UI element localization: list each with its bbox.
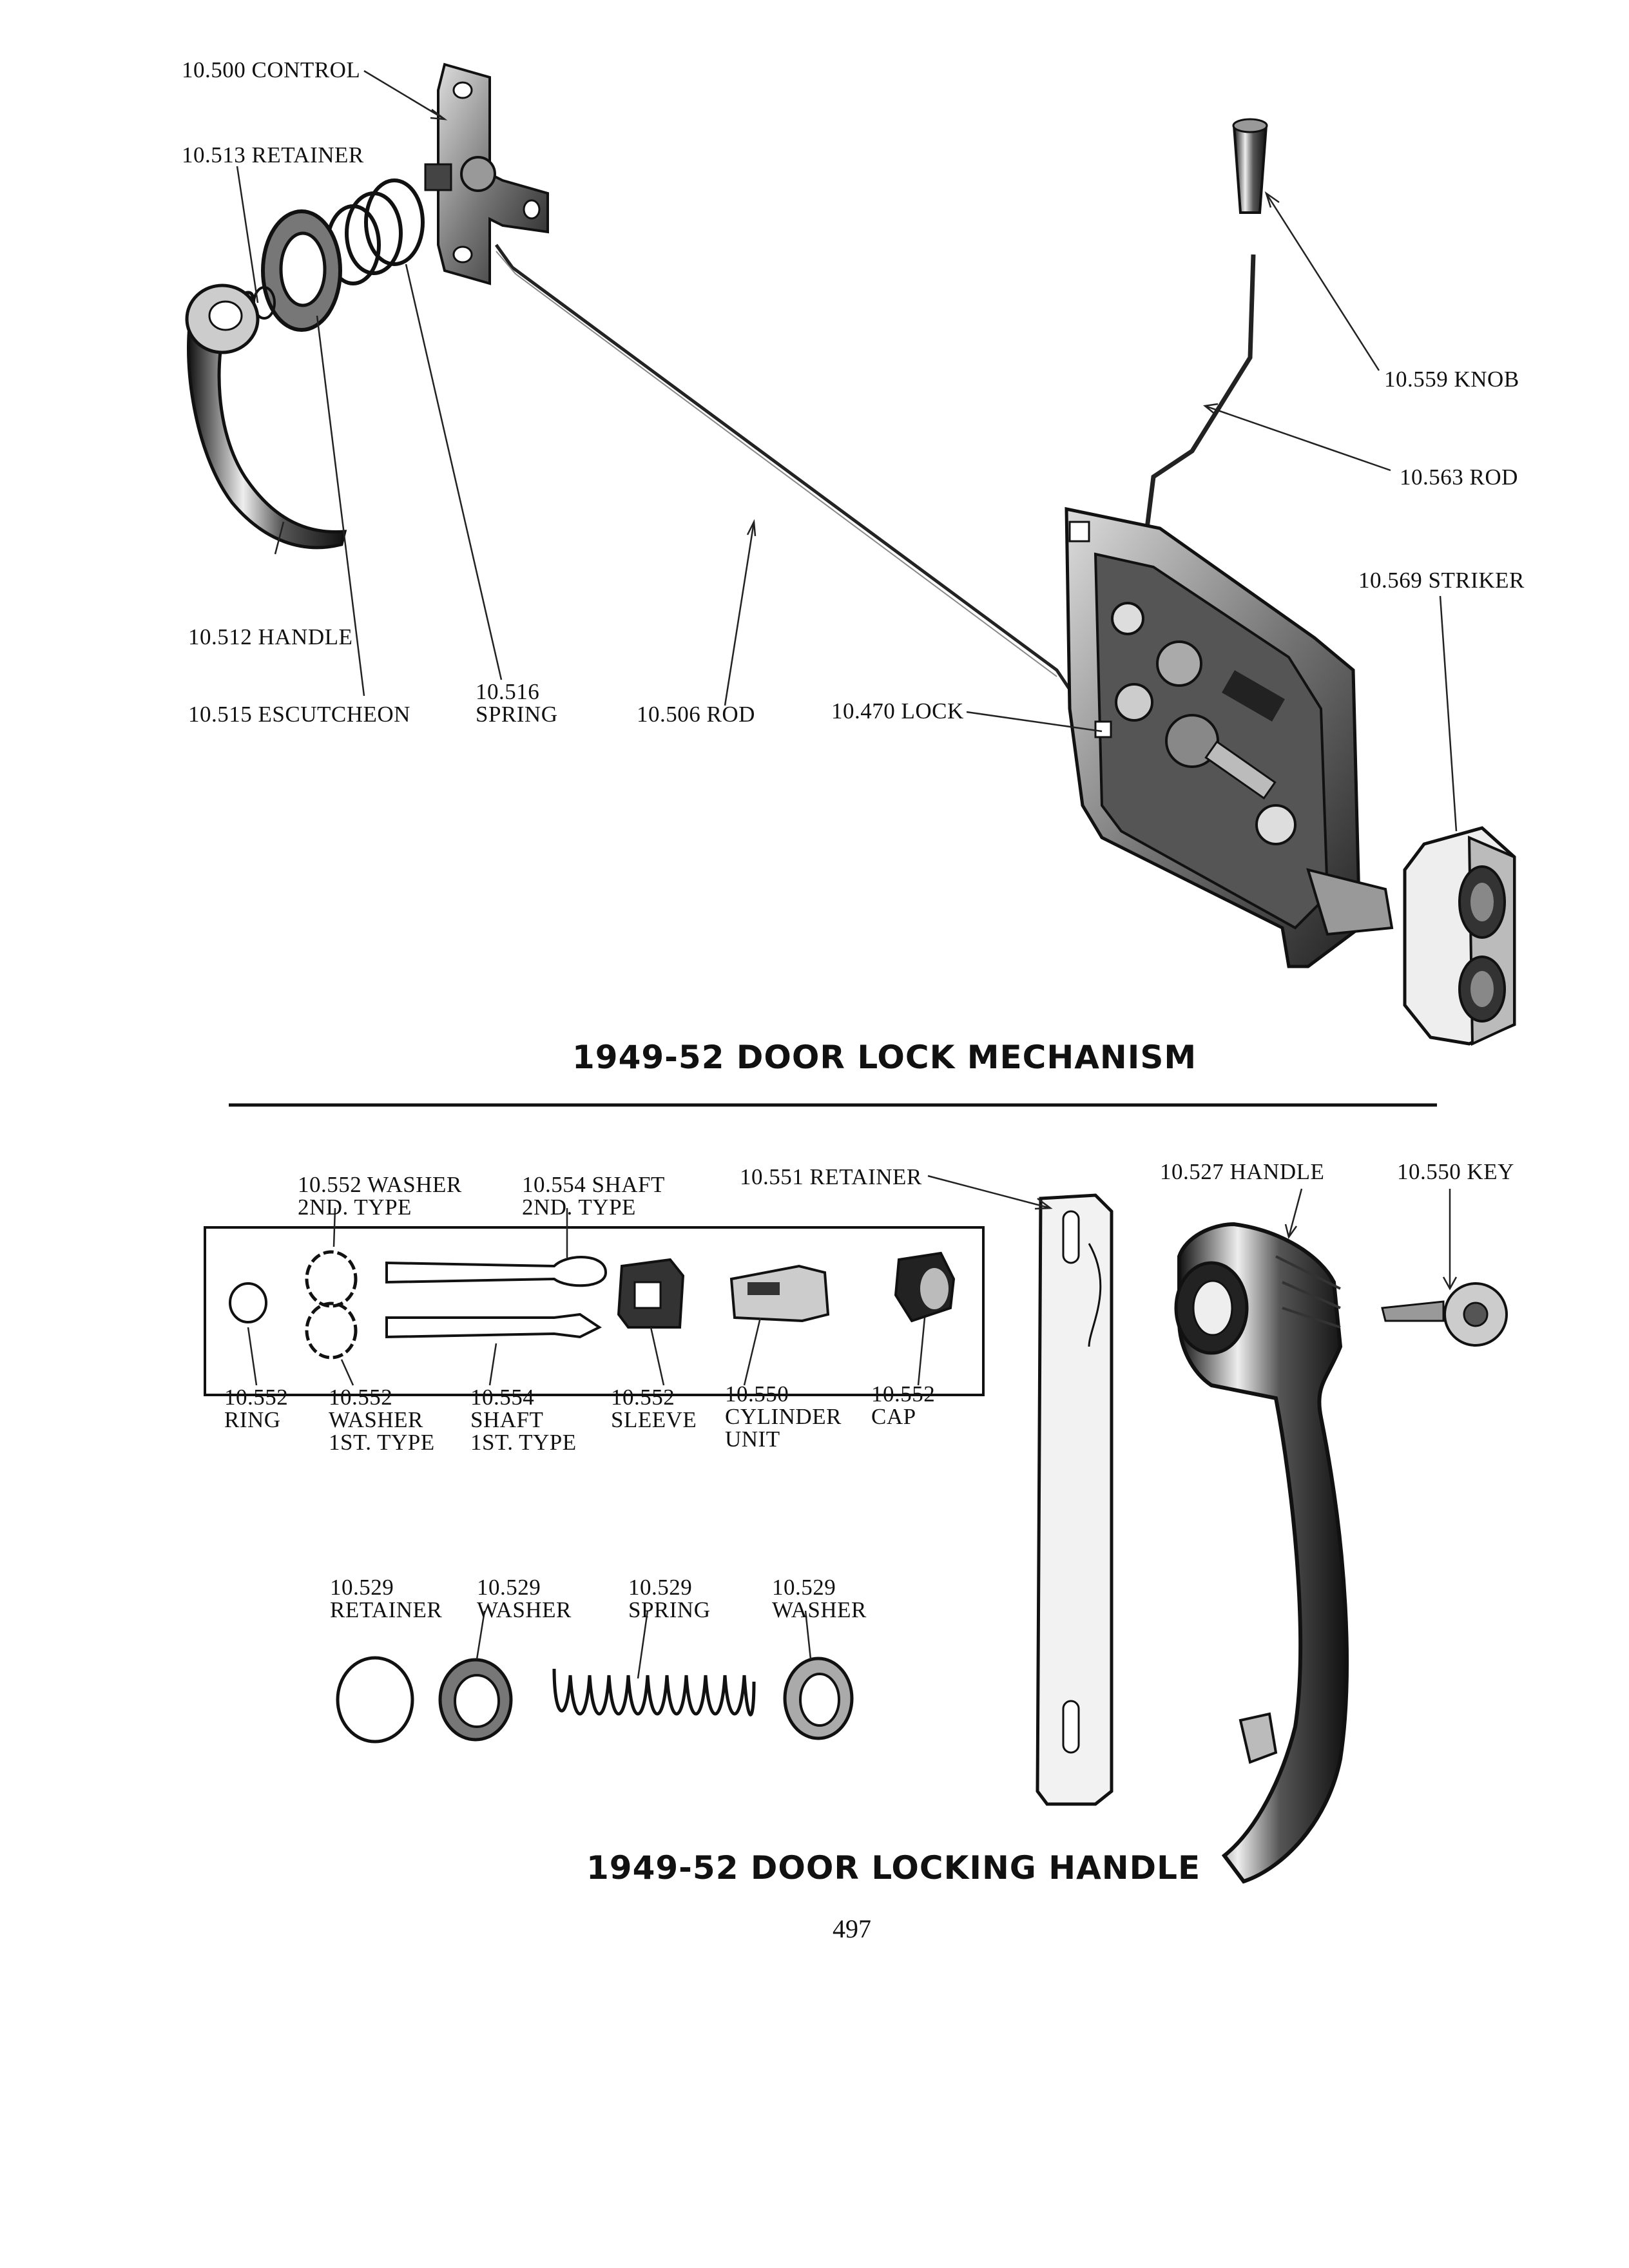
washer-529-part-b [785,1658,852,1738]
label-washer-2nd-type: 2ND. TYPE [298,1195,412,1220]
parts-panel [205,1227,983,1395]
control-part [425,64,548,284]
retainer-529-part [338,1658,412,1742]
label-sleeve: SLEEVE [611,1407,697,1432]
key-part [1382,1283,1507,1345]
label-escutcheon: 10.515 ESCUTCHEON [188,702,410,727]
label-washer-529-a: WASHER [477,1597,572,1622]
knob-part [1233,119,1267,213]
label-shaft-1st: SHAFT [470,1407,544,1432]
label-cylinder: CYLINDER [725,1404,842,1429]
lock-part [1066,509,1392,966]
label-retainer-551: 10.551 RETAINER [740,1164,922,1189]
label-retainer-529: RETAINER [330,1597,443,1622]
label-handle: 10.512 HANDLE [188,624,353,649]
label-cap-number: 10.552 [871,1381,936,1407]
label-washer-1st-type: 1ST. TYPE [329,1430,435,1455]
locking-handle-part [1176,1224,1347,1881]
rod-563-part [1147,255,1253,528]
label-lock: 10.470 LOCK [831,698,964,724]
rod-506-part [496,245,1095,693]
label-washer-2nd-number: 10.552 WASHER [298,1172,462,1197]
ring-part [230,1283,266,1322]
striker-part [1405,828,1514,1044]
label-key-550: 10.550 KEY [1397,1159,1514,1184]
label-spring: SPRING [476,702,558,727]
shaft-1st-type-part [387,1314,599,1337]
sleeve-part [619,1260,683,1327]
label-washer-1st: WASHER [329,1407,423,1432]
label-ring: RING [224,1407,281,1432]
label-cylinder-number: 10.550 [725,1381,789,1407]
label-striker: 10.569 STRIKER [1358,568,1525,593]
washer-529-part-a [440,1660,511,1740]
washer-1st-type-part [307,1303,356,1358]
label-sleeve-number: 10.552 [611,1385,675,1410]
label-handle-527: 10.527 HANDLE [1160,1159,1325,1184]
label-shaft-2nd-type: 2ND. TYPE [522,1195,636,1220]
label-washer-529-b: WASHER [772,1597,867,1622]
retainer-551-part [1037,1195,1112,1804]
cylinder-unit-part [731,1266,828,1321]
label-shaft-1st-number: 10.554 [470,1385,535,1410]
label-spring-529: SPRING [628,1597,711,1622]
label-ring-number: 10.552 [224,1385,289,1410]
spring-529-part [554,1669,754,1715]
page-number: 497 [833,1914,871,1943]
title-door-lock-mechanism: 1949-52 DOOR LOCK MECHANISM [572,1039,1197,1076]
label-rod-506: 10.506 ROD [637,702,755,727]
label-washer-1st-number: 10.552 [329,1385,393,1410]
label-washer-529-number-b: 10.529 [772,1575,836,1600]
escutcheon-part [263,211,340,330]
label-washer-529-number-a: 10.529 [477,1575,541,1600]
label-retainer: 10.513 RETAINER [182,142,364,168]
label-spring-529-number: 10.529 [628,1575,693,1600]
label-cylinder-unit: UNIT [725,1427,780,1452]
cap-part [896,1253,954,1321]
label-cap: CAP [871,1404,916,1429]
label-knob: 10.559 KNOB [1384,367,1519,392]
shaft-2nd-type-part [387,1257,606,1285]
label-shaft-1st-type: 1ST. TYPE [470,1430,577,1455]
label-rod-563: 10.563 ROD [1400,465,1518,490]
washer-2nd-type-part [307,1252,356,1306]
handle-part [187,285,345,548]
label-control: 10.500 CONTROL [182,57,361,82]
label-retainer-529-number: 10.529 [330,1575,394,1600]
label-shaft-2nd-number: 10.554 SHAFT [522,1172,665,1197]
label-spring-number: 10.516 [476,679,540,704]
title-door-locking-handle: 1949-52 DOOR LOCKING HANDLE [586,1849,1201,1887]
